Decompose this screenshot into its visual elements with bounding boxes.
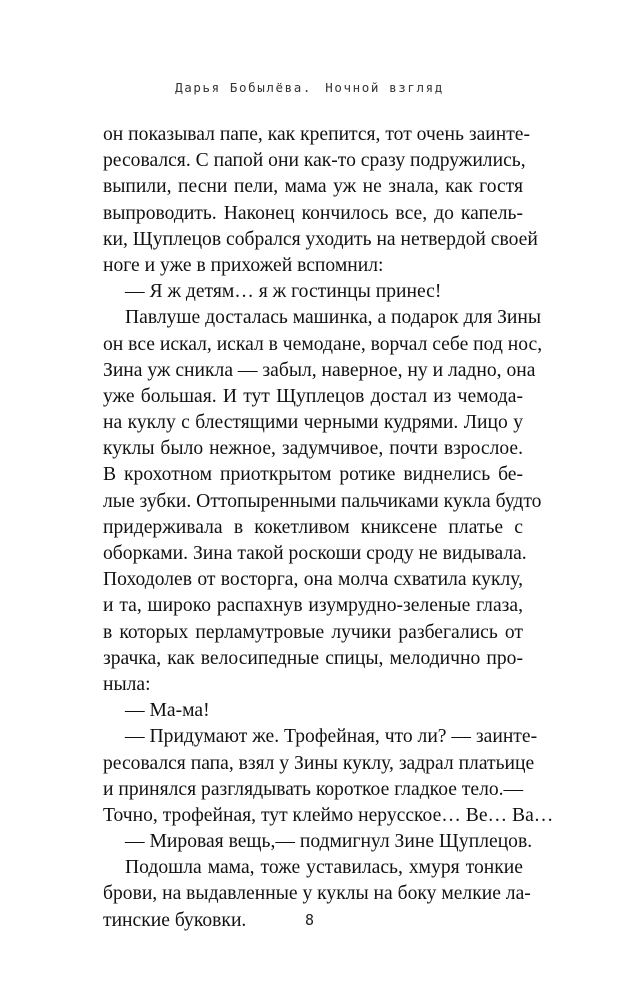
running-head (0, 80, 619, 95)
text-line: выпроводить. Наконец кончилось все, до капель- (103, 202, 523, 224)
text-line: придерживала в кокетливом книксене платье с (103, 516, 523, 538)
text-line: зрачка, как велосипедные спицы, мелодично про- (103, 647, 523, 669)
text-line: на куклу с блестящими черными кудрями. Лицо у (103, 412, 523, 434)
page-number: 8 (304, 911, 315, 929)
text-line: — Придумают же. Трофейная, что ли? — заинте- (125, 726, 538, 748)
text-line: — Ма-ма! (125, 700, 210, 722)
text-line: уже большая. И тут Щуплецов достал из чемода- (103, 385, 523, 407)
header-separator: . (302, 80, 313, 95)
text-line: Точно, трофейная, тут клеймо нерусское… Ве… Ва… (103, 804, 554, 826)
text-line: выпили, песни пели, мама уж не знала, как гостя (103, 176, 523, 198)
text-line: Походолев от восторга, она молча схватила куклу, (103, 569, 523, 591)
text-line: ноге и уже в прихожей вспомнил: (103, 254, 384, 276)
text-line: в которых перламутровые лучики разбегались от (103, 621, 523, 643)
text-line: Зина уж сникла — забыл, наверное, ну и ладно, она (103, 359, 536, 381)
text-line: он показывал папе, как крепится, тот очень заинте- (103, 124, 531, 145)
text-line: и та, широко распахнув изумрудно-зеленые глаза, (103, 595, 523, 617)
text-line: и принялся разглядывать короткое гладкое тело.— (103, 778, 524, 800)
body-text (103, 122, 554, 934)
text-line: тинские буковки. (103, 909, 247, 931)
text-line: лые зубки. Оттопыренными пальчиками кукла будто (103, 490, 542, 512)
header-author: Дарья Бобылёва (175, 80, 303, 95)
text-line: Павлуше досталась машинка, а подарок для Зины (125, 307, 542, 329)
text-line: В крохотном приоткрытом ротике виднелись бе- (103, 464, 523, 486)
text-line: ныла: (103, 673, 151, 695)
text-line: Подошла мама, тоже уставилась, хмуря тонкие (125, 857, 523, 879)
text-line: ресовался папа, взял у Зины куклу, задрал платьице (103, 752, 535, 774)
header-title: Ночной взгляд (325, 80, 444, 95)
text-line: куклы было нежное, задумчивое, почти взрослое. (103, 438, 523, 460)
text-line: — Мировая вещь,— подмигнул Зине Щуплецов. (125, 831, 533, 853)
text-line: он все искал, искал в чемодане, ворчал себе под нос, (103, 333, 543, 355)
text-line: ресовался. С папой они как-то сразу подружились, (103, 150, 526, 172)
text-line: оборками. Зина такой роскоши сроду не видывала. (103, 543, 527, 564)
text-line: ки, Щуплецов собрался уходить на нетвердой своей (103, 228, 538, 250)
text-line: брови, на выдавленные у куклы на боку мелкие ла- (103, 883, 531, 905)
text-line: — Я ж детям… я ж гостинцы принес! (125, 281, 442, 303)
